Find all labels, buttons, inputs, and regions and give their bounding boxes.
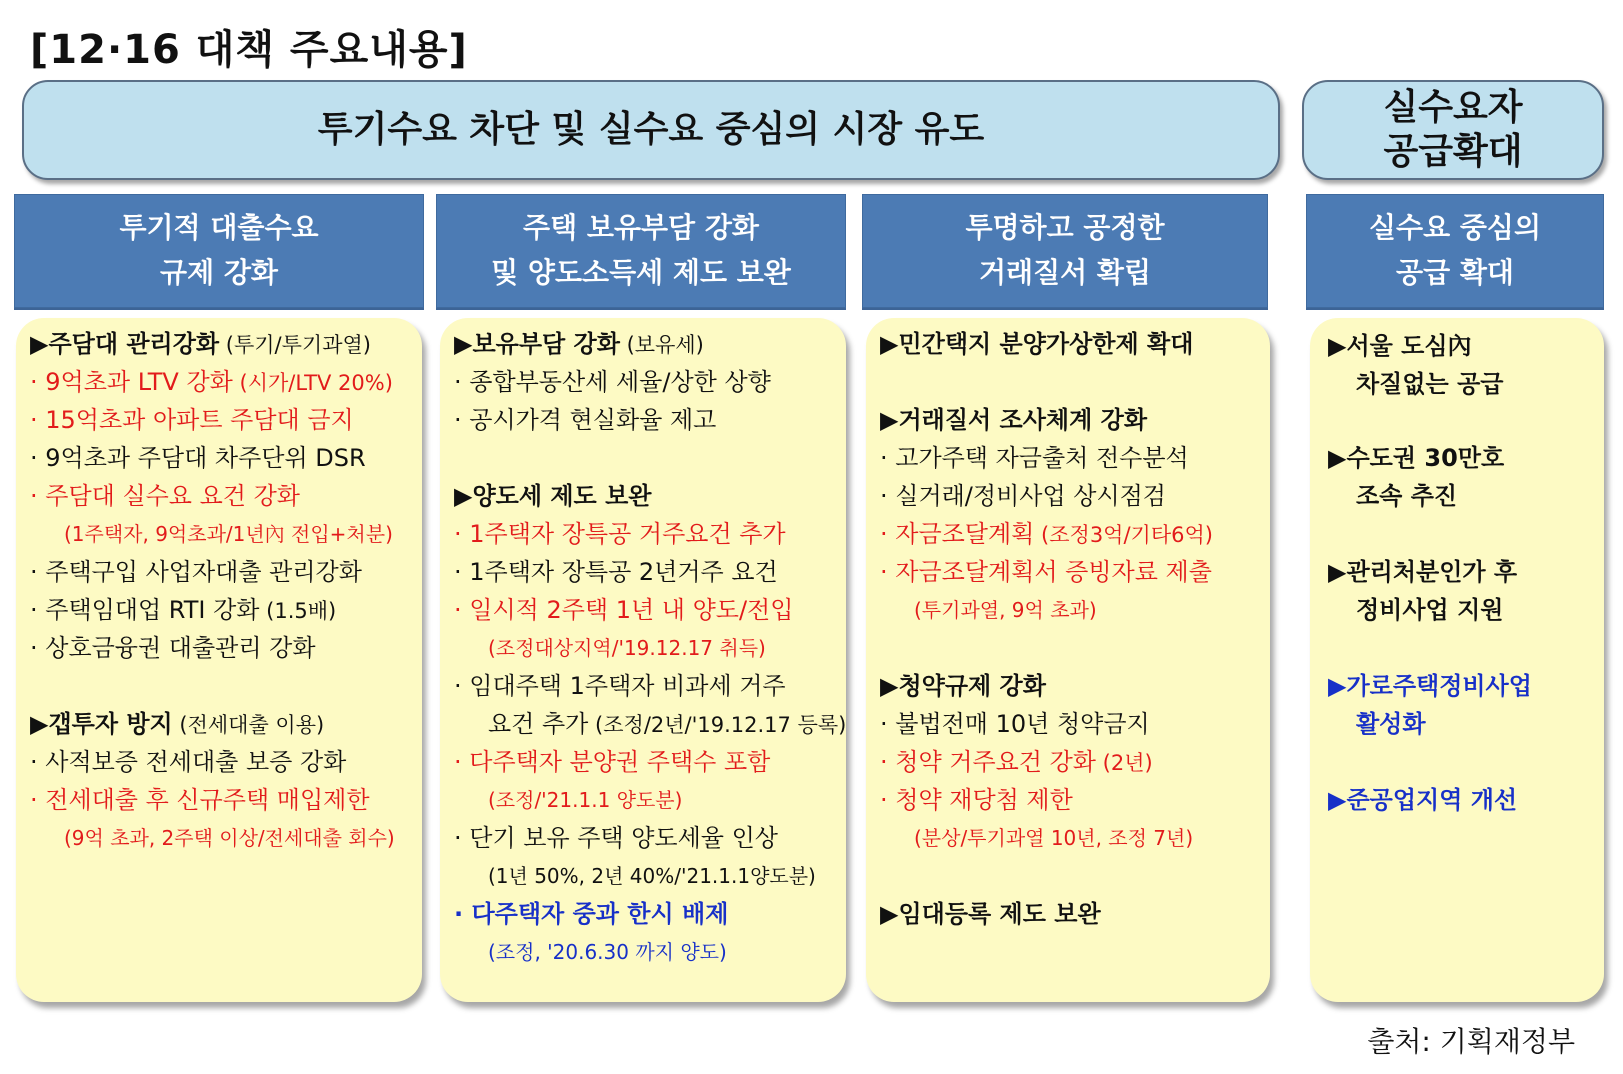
- bullet-item: [30, 480, 300, 512]
- bullet-item: [454, 594, 793, 626]
- item-text: 활성화: [1356, 710, 1426, 738]
- bullet-item: [488, 632, 766, 664]
- item-text: ▶청약규제 강화: [880, 672, 1046, 700]
- item-note: (투기/투기과열): [219, 333, 371, 357]
- item-text: · 전세대출 후 신규주택 매입제한: [30, 786, 370, 814]
- bullet-item: [30, 784, 370, 816]
- item-text: ▶주담대 관리강화: [30, 330, 220, 358]
- bullet-item: [880, 708, 1150, 740]
- item-text: (1주택자, 9억초과/1년內 전입+처분): [64, 522, 393, 546]
- bullet-item: [30, 442, 366, 474]
- item-text: · 고가주택 자금출처 전수분석: [880, 444, 1189, 472]
- main-goal-banner: [22, 80, 1280, 180]
- item-text: (1년 50%, 2년 40%/'21.1.1양도분): [488, 864, 816, 888]
- column-header-supply: [1306, 194, 1604, 308]
- section-heading: [1328, 670, 1532, 702]
- item-text: (조정/'21.1.1 양도분): [488, 788, 683, 812]
- item-note: (보유세): [619, 333, 704, 357]
- bullet-item: [880, 556, 1212, 588]
- section-heading: [880, 404, 1147, 436]
- column-card-trade: [866, 318, 1270, 1002]
- item-text: ▶관리처분인가 후: [1328, 558, 1518, 586]
- section-heading: [880, 898, 1101, 930]
- column-header-line: 주택 보유부담 강화: [523, 211, 759, 245]
- item-text: · 상호금융권 대출관리 강화: [30, 634, 316, 662]
- item-text: (조정대상지역/'19.12.17 취득): [488, 636, 766, 660]
- bullet-item: [30, 594, 336, 627]
- bullet-item: [30, 366, 393, 399]
- item-text: · 1주택자 장특공 2년거주 요건: [454, 558, 778, 586]
- item-text: (분상/투기과열 10년, 조정 7년): [914, 826, 1194, 850]
- bullet-item: [454, 822, 778, 854]
- item-note: (2년): [1096, 751, 1153, 775]
- bullet-item: [30, 404, 354, 436]
- bullet-item: [880, 518, 1213, 551]
- column-header-trade: [862, 194, 1268, 308]
- item-text: (조정, '20.6.30 까지 양도): [488, 940, 727, 964]
- side-goal-line-1: 실수요자: [1383, 87, 1523, 129]
- section-heading: [30, 708, 324, 741]
- column-header-line: 및 양도소득세 제도 보완: [491, 256, 791, 289]
- section-heading: [880, 670, 1046, 702]
- item-text: ▶양도세 제도 보완: [454, 482, 652, 510]
- side-goal-banner: [1302, 80, 1604, 180]
- item-note: (조정/2년/'19.12.17 등록): [588, 713, 847, 737]
- section-heading: [454, 328, 704, 361]
- item-text: · 일시적 2주택 1년 내 양도/전입: [454, 596, 794, 624]
- bullet-item: [914, 594, 1097, 626]
- column-header-tax: [436, 194, 846, 308]
- item-text: ▶민간택지 분양가상한제 확대: [880, 330, 1194, 358]
- item-text: ▶보유부담 강화: [454, 330, 620, 358]
- bullet-item: [64, 518, 393, 550]
- column-header-line: 실수요 중심의: [1368, 211, 1542, 245]
- item-text: ▶수도권 30만호: [1328, 444, 1505, 472]
- column-header-line: 투기적 대출수요: [119, 211, 319, 245]
- item-text: ▶가로주택정비사업: [1328, 672, 1532, 700]
- item-note: (1.5배): [259, 599, 337, 623]
- item-text: ▶갭투자 방지: [30, 710, 173, 738]
- bullet-item: [880, 746, 1153, 779]
- bullet-item: [30, 632, 316, 664]
- item-text: · 공시가격 현실화율 제고: [454, 406, 717, 434]
- bullet-item: [454, 404, 716, 436]
- column-header-line: 규제 강화: [160, 256, 278, 289]
- bullet-item: [488, 708, 846, 741]
- bullet-item: [880, 442, 1189, 474]
- item-text: · 단기 보유 주택 양도세율 인상: [454, 824, 778, 852]
- item-text: 요건 추가: [488, 710, 589, 738]
- section-heading: [1328, 556, 1517, 588]
- item-text: · 청약 재당첨 제한: [880, 786, 1073, 814]
- section-heading: [30, 328, 371, 361]
- bullet-item: [454, 746, 770, 778]
- section-heading: [1328, 330, 1472, 362]
- section-heading: [1328, 442, 1504, 474]
- item-text: ▶준공업지역 개선: [1328, 786, 1518, 814]
- section-heading: [1328, 784, 1517, 816]
- item-text: · 사적보증 전세대출 보증 강화: [30, 748, 347, 776]
- item-text: · 자금조달계획서 증빙자료 제출: [880, 558, 1212, 586]
- bullet-item: [454, 366, 771, 398]
- column-card-tax: [440, 318, 846, 1002]
- bullet-item: [914, 822, 1193, 854]
- section-heading: [880, 328, 1193, 360]
- item-text: · 주택임대업 RTI 강화: [30, 596, 260, 624]
- main-goal-text: 투기수요 차단 및 실수요 중심의 시장 유도: [317, 109, 985, 151]
- item-text: · 종합부동산세 세율/상한 상향: [454, 368, 771, 396]
- item-text: · 실거래/정비사업 상시점검: [880, 482, 1166, 510]
- page-title: [12·16 대책 주요내용]: [30, 27, 468, 73]
- item-text: 조속 추진: [1356, 482, 1458, 510]
- side-goal-line-2: 공급확대: [1383, 131, 1523, 172]
- bullet-item: [64, 822, 395, 854]
- item-text: ▶임대등록 제도 보완: [880, 900, 1101, 928]
- bullet-item: [1356, 368, 1503, 400]
- item-text: (투기과열, 9억 초과): [914, 598, 1097, 622]
- item-text: · 주담대 실수요 요건 강화: [30, 482, 300, 510]
- column-card-supply: [1310, 318, 1604, 1002]
- bullet-item: [488, 784, 682, 816]
- bullet-item: [880, 784, 1073, 816]
- bullet-item: [30, 556, 362, 588]
- bullet-item: [1356, 594, 1503, 626]
- item-text: ▶거래질서 조사체계 강화: [880, 406, 1148, 434]
- item-text: 정비사업 지원: [1356, 596, 1504, 624]
- bullet-item: [454, 670, 786, 702]
- column-header-line: 공급 확대: [1396, 256, 1514, 289]
- item-text: · 청약 거주요건 강화: [880, 748, 1096, 776]
- item-text: · 다주택자 분양권 주택수 포함: [454, 748, 771, 776]
- column-header-loan: [14, 194, 424, 308]
- item-note: (전세대출 이용): [172, 713, 325, 737]
- bullet-item: [30, 746, 346, 778]
- bullet-item: [454, 556, 778, 588]
- item-text: · 9억초과 LTV 강화: [30, 368, 233, 396]
- item-text: · 자금조달계획: [880, 520, 1035, 548]
- item-text: · 9억초과 주담대 차주단위 DSR: [30, 444, 366, 472]
- bullet-item: [488, 936, 727, 968]
- item-text: ▶서울 도심內: [1328, 332, 1472, 360]
- item-text: 차질없는 공급: [1356, 370, 1504, 398]
- item-text: · 15억초과 아파트 주담대 금지: [30, 406, 354, 434]
- bullet-item: [1356, 708, 1426, 740]
- item-text: · 임대주택 1주택자 비과세 거주: [454, 672, 786, 700]
- item-text: · 불법전매 10년 청약금지: [880, 710, 1150, 738]
- source-note: 출처: 기획재정부: [1367, 1025, 1575, 1058]
- item-text: · 다주택자 중과 한시 배제: [454, 900, 729, 928]
- bullet-item: [454, 898, 728, 930]
- bullet-item: [454, 518, 786, 550]
- item-note: (시가/LTV 20%): [232, 371, 393, 395]
- item-text: (9억 초과, 2주택 이상/전세대출 회수): [64, 826, 395, 850]
- bullet-item: [1356, 480, 1457, 512]
- item-note: (조정3억/기타6억): [1034, 523, 1213, 547]
- column-header-line: 투명하고 공정한: [965, 211, 1165, 245]
- bullet-item: [488, 860, 816, 892]
- item-text: · 1주택자 장특공 거주요건 추가: [454, 520, 786, 548]
- column-header-line: 거래질서 확립: [978, 256, 1152, 289]
- bullet-item: [880, 480, 1166, 512]
- section-heading: [454, 480, 651, 512]
- item-text: · 주택구입 사업자대출 관리강화: [30, 558, 362, 586]
- column-card-loan: [16, 318, 422, 1002]
